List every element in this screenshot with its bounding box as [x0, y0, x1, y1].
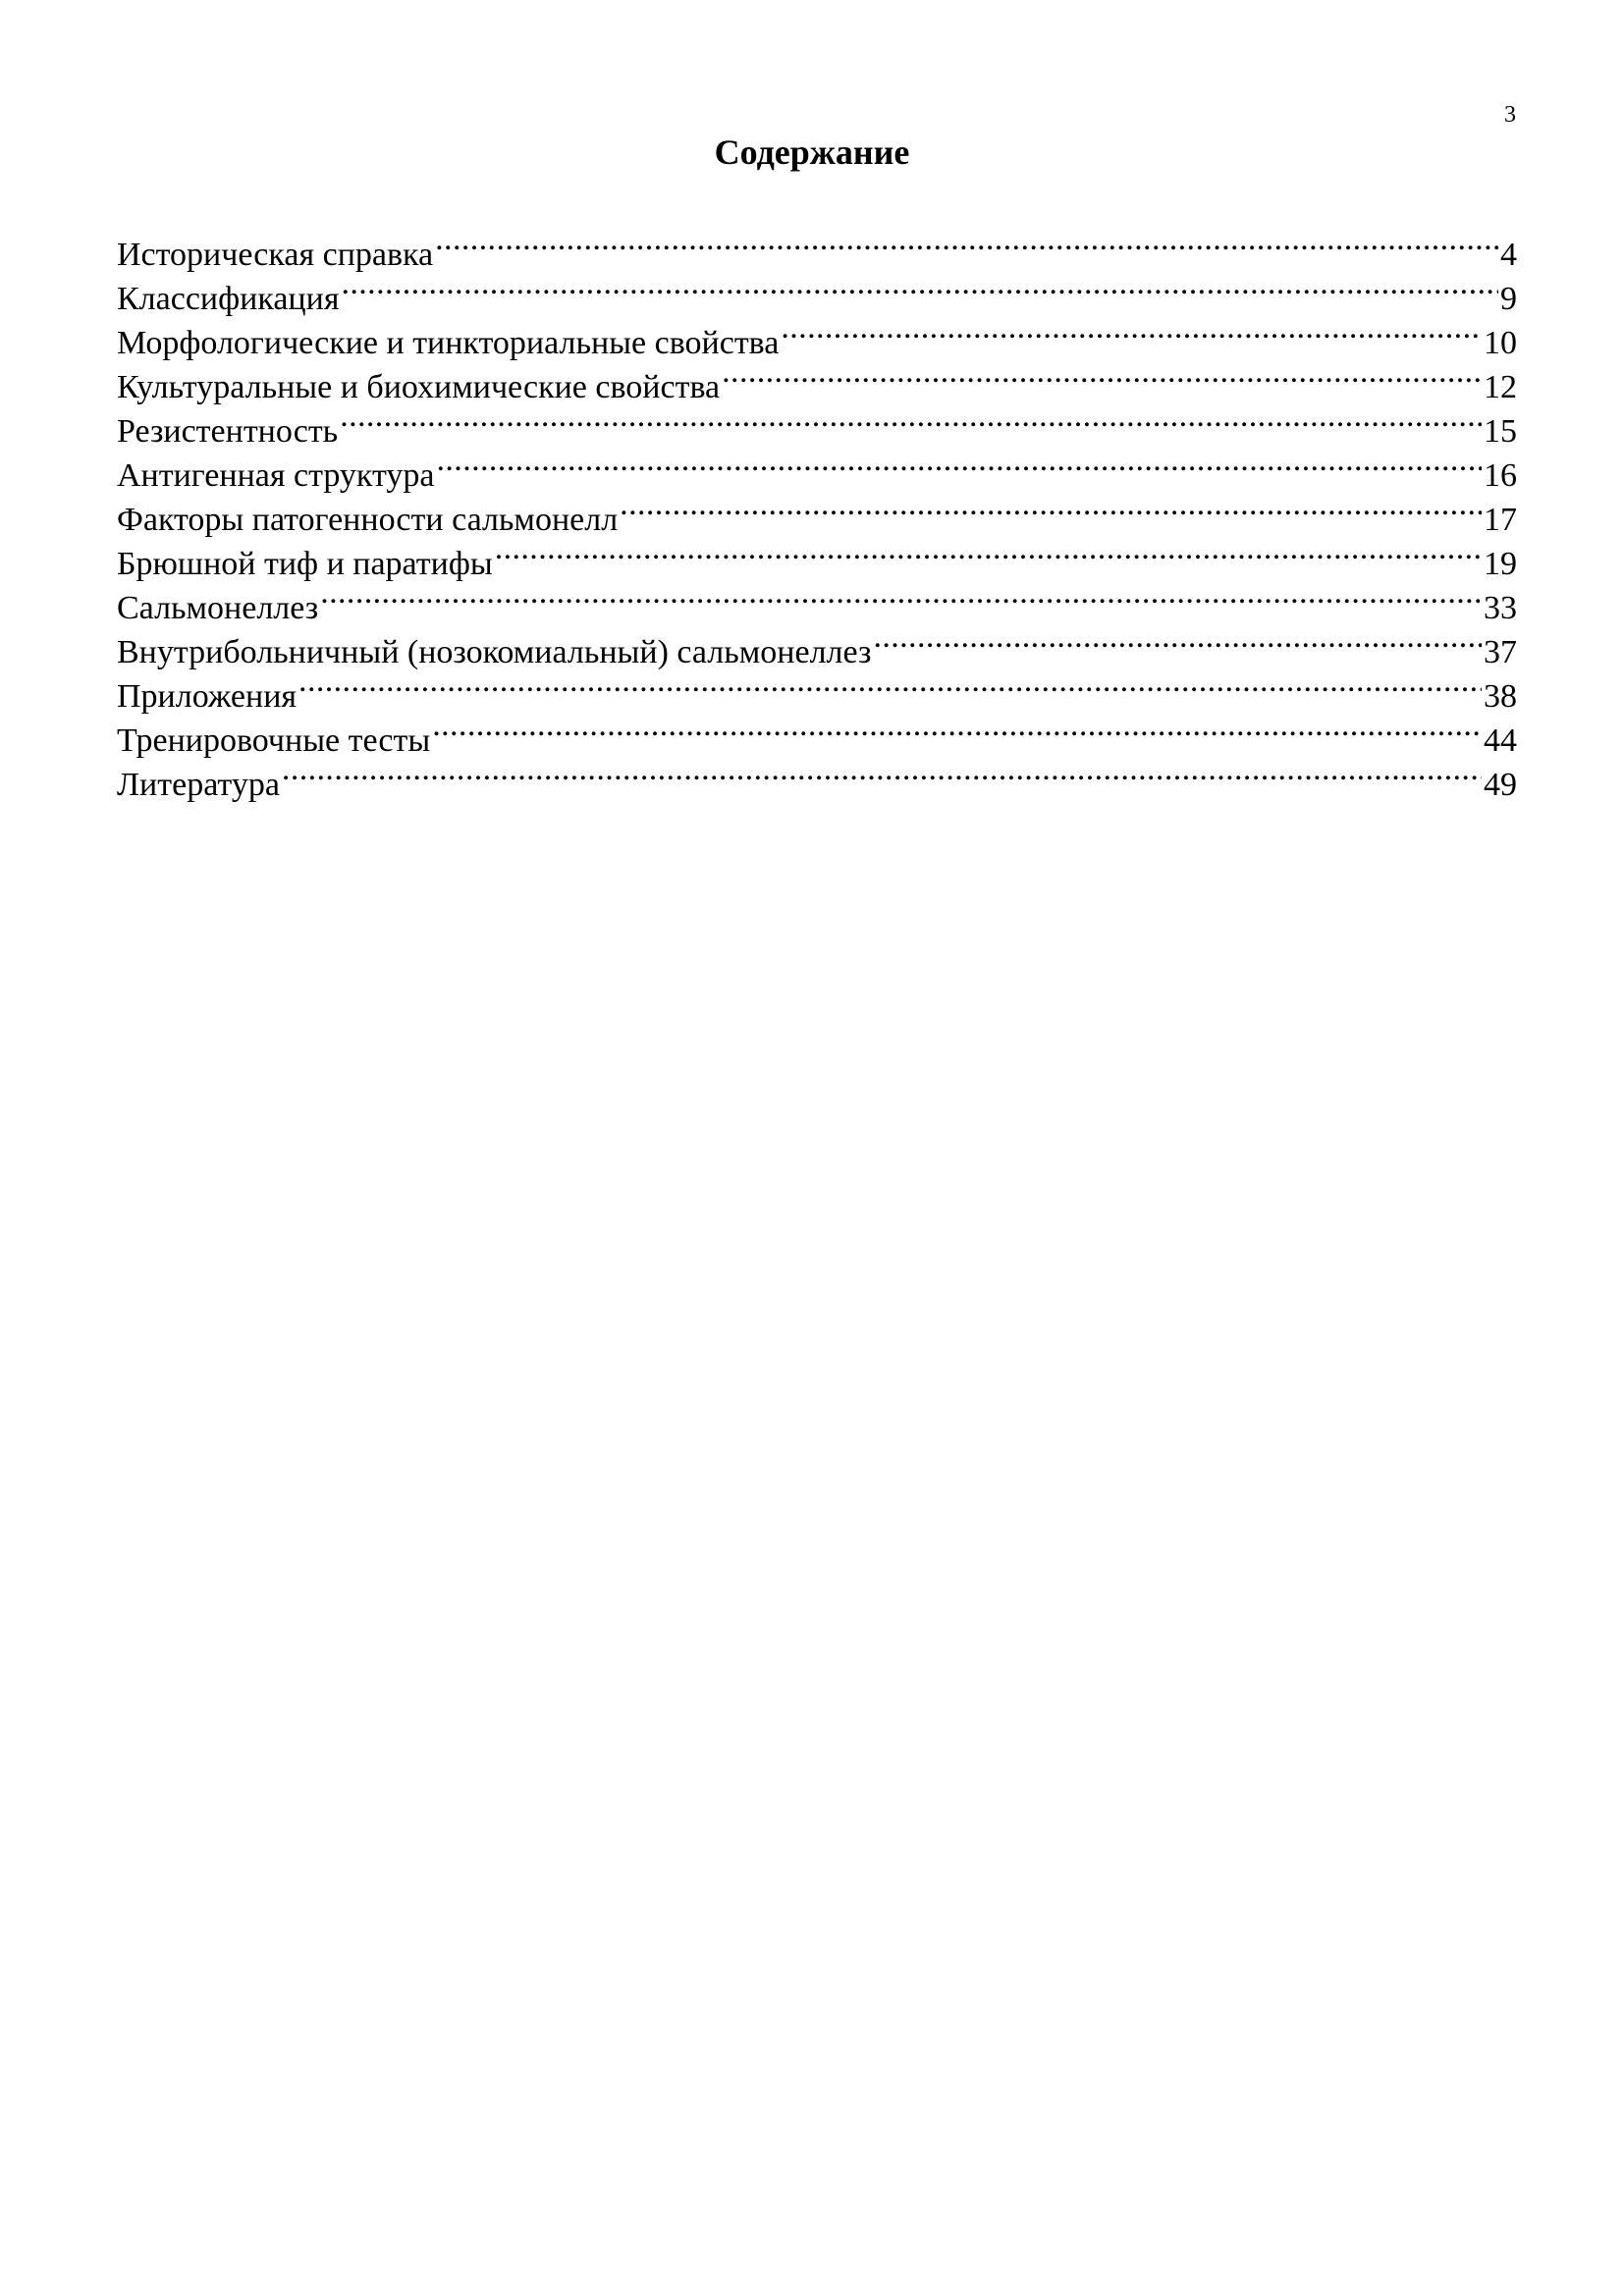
toc-page-number: 12: [1484, 369, 1517, 405]
toc-entry-title: Морфологические и тинкториальные свойства: [117, 325, 780, 361]
toc-entry[interactable]: [117, 751, 1517, 803]
toc-page-number: 49: [1484, 767, 1517, 803]
toc-entry[interactable]: [117, 707, 1517, 759]
toc-page-number: 19: [1484, 546, 1517, 582]
toc-leader-dots: [432, 707, 1482, 751]
toc-page-number: 4: [1500, 237, 1517, 273]
toc-page-number: 15: [1484, 413, 1517, 450]
toc-page-number: 10: [1484, 325, 1517, 361]
toc-entry[interactable]: [117, 221, 1517, 273]
toc-leader-dots: [437, 442, 1483, 486]
toc-entry-title: Литература: [117, 767, 280, 803]
toc-entry-title: Внутрибольничный (нозокомиальный) сальмонеллез: [117, 634, 872, 670]
toc-entry[interactable]: [117, 663, 1517, 715]
toc-leader-dots: [341, 265, 1498, 309]
toc-leader-dots: [873, 618, 1482, 663]
toc-leader-dots: [781, 309, 1482, 353]
toc-leader-dots: [722, 353, 1482, 398]
toc-leader-dots: [435, 221, 1498, 265]
toc-entry-title: Культуральные и биохимические свойства: [117, 369, 721, 405]
toc-leader-dots: [340, 398, 1482, 442]
toc-leader-dots: [282, 751, 1482, 795]
page-title: Содержание: [714, 133, 910, 172]
table-of-contents: [117, 221, 1517, 803]
toc-page-number: 9: [1500, 281, 1517, 317]
toc-leader-dots: [495, 530, 1482, 574]
toc-leader-dots: [320, 574, 1482, 618]
toc-page-number: 44: [1484, 722, 1517, 759]
toc-entry[interactable]: [117, 574, 1517, 626]
toc-entry-title: Сальмонеллез: [117, 590, 319, 626]
page-number: 3: [1504, 102, 1516, 128]
toc-entry-title: Брюшной тиф и паратифы: [117, 546, 493, 582]
toc-leader-dots: [298, 663, 1482, 707]
toc-page-number: 37: [1484, 634, 1517, 670]
toc-entry-title: Историческая справка: [117, 237, 434, 273]
toc-page-number: 17: [1484, 502, 1517, 538]
toc-entry[interactable]: [117, 618, 1517, 670]
toc-entry-title: Тренировочные тесты: [117, 722, 431, 759]
toc-entry-title: Резистентность: [117, 413, 339, 450]
toc-entry-title: Антигенная структура: [117, 457, 435, 494]
toc-entry-title: Классификация: [117, 281, 340, 317]
toc-page-number: 16: [1484, 457, 1517, 494]
toc-entry-title: Факторы патогенности сальмонелл: [117, 502, 619, 538]
toc-page-number: 38: [1484, 678, 1517, 715]
toc-entry-title: Приложения: [117, 678, 298, 715]
toc-leader-dots: [620, 486, 1482, 530]
toc-page-number: 33: [1484, 590, 1517, 626]
